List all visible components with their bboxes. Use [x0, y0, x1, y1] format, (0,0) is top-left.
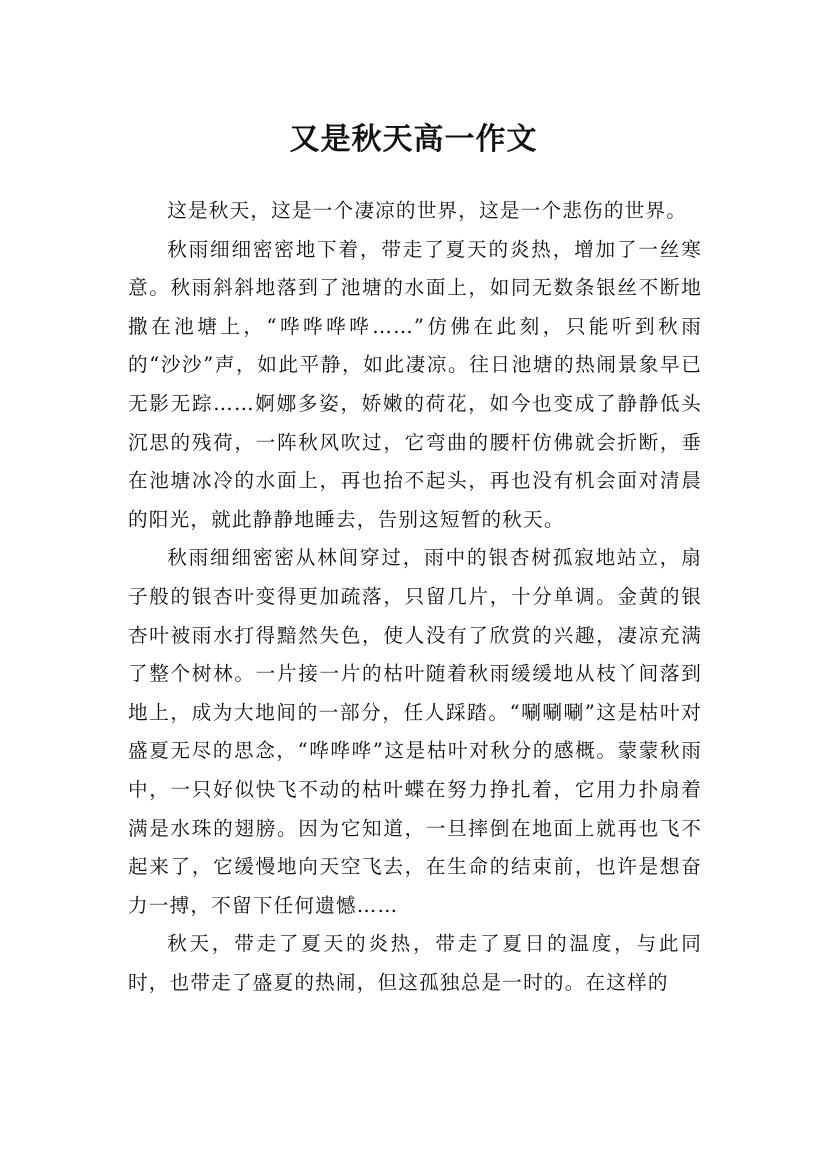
- paragraph-2: 秋雨细细密密地下着，带走了夏天的炎热，增加了一丝寒意。秋雨斜斜地落到了池塘的水面上，如同无数条银丝不断地撒在池塘上，“哗哗哗哗……”仿佛在此刻，只能听到秋雨的“沙沙”声，如此平静，如此凄凉。往日池塘的热闹景象早已无影无踪……婀娜多姿，娇嫩的荷花，如今也变成了静静低头沉思的残荷，一阵秋风吹过，它弯曲的腰杆仿佛就会折断，垂在池塘冰冷的水面上，再也抬不起头，再也没有机会面对清晨的阳光，就此静静地睡去，告别这短暂的秋天。: [128, 237, 702, 531]
- paragraph-1: 这是秋天，这是一个凄凉的世界，这是一个悲伤的世界。: [167, 199, 688, 222]
- document-title: 又是秋天高一作文: [289, 122, 538, 158]
- document-body: [128, 192, 702, 1002]
- paragraph-3: 秋雨细细密密从林间穿过，雨中的银杏树孤寂地站立，扇子般的银杏叶变得更加疏落，只留几片，十分单调。金黄的银杏叶被雨水打得黯然失色，使人没有了欣赏的兴趣，凄凉充满了整个树林。一片接一片的枯叶随着秋雨缓缓地从枝丫间落到地上，成为大地间的一部分，任人踩踏。“唰唰唰”这是枯叶对盛夏无尽的思念，“哗哗哗”这是枯叶对秋分的感概。蒙蒙秋雨中，一只好似快飞不动的枯叶蝶在努力挣扎着，它用力扑扇着满是水珠的翅膀。因为它知道，一旦摔倒在地面上就再也飞不起来了，它缓慢地向天空飞去，在生命的结束前，也许是想奋力一搏，不留下任何遗憾……: [128, 546, 702, 917]
- paragraph-4: 秋天，带走了夏天的炎热，带走了夏日的温度，与此同时，也带走了盛夏的热闹，但这孤独总是一时的。在这样的: [128, 932, 702, 994]
